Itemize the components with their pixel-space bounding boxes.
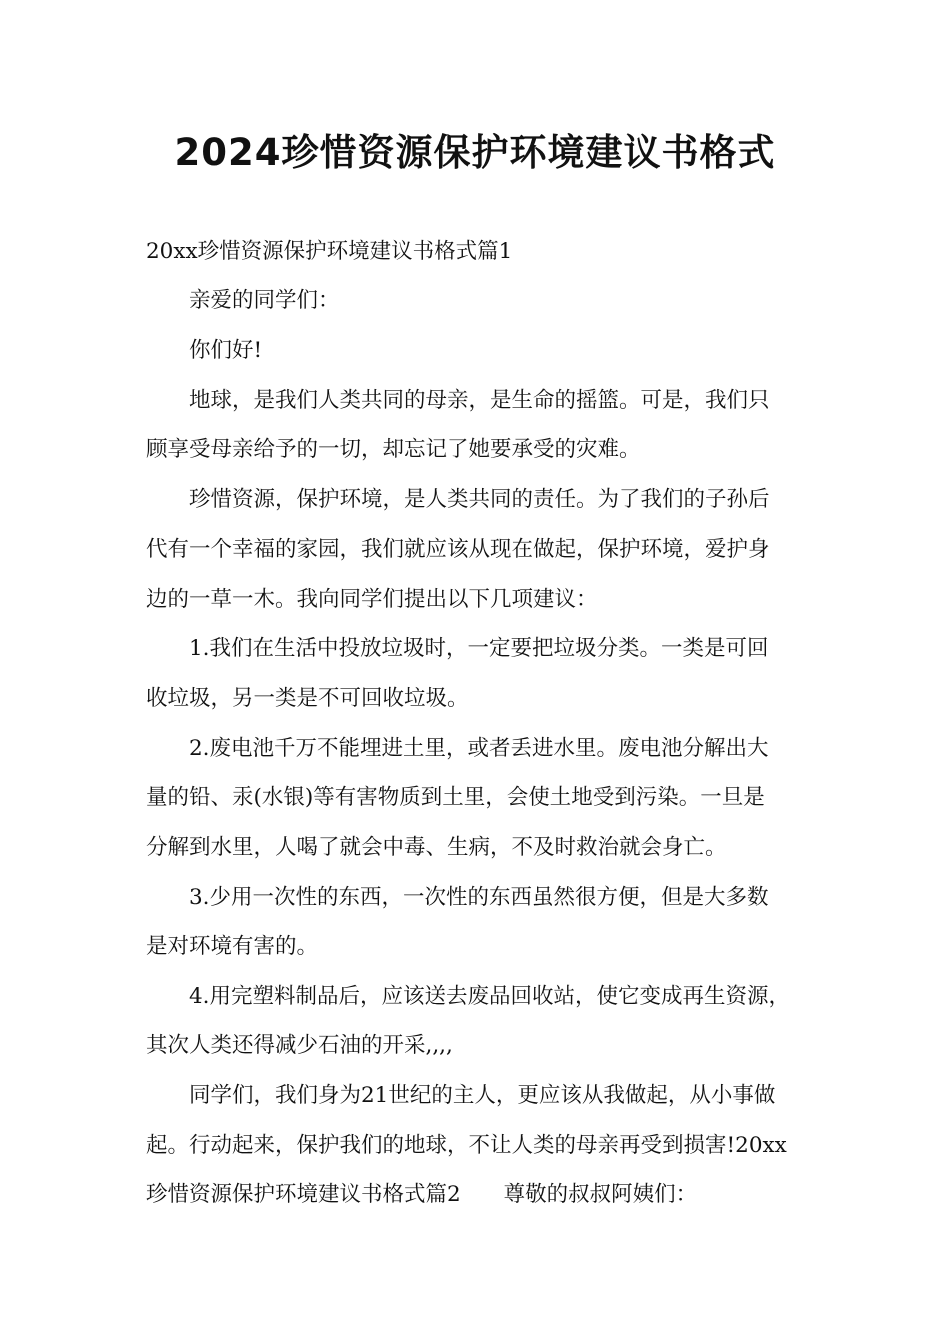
list-item-line: 是对环境有害的。 — [146, 934, 319, 959]
paragraph-line: 珍惜资源，保护环境，是人类共同的责任。为了我们的子孙后 — [189, 487, 770, 512]
document-title: 2024珍惜资源保护环境建议书格式 — [174, 131, 776, 174]
list-item-line: 2.废电池千万不能埋进土里，或者丢进水里。废电池分解出大 — [189, 736, 769, 761]
list-item-line: 3.少用一次性的东西，一次性的东西虽然很方便，但是大多数 — [189, 885, 769, 910]
list-item-line: 收垃圾，另一类是不可回收垃圾。 — [146, 686, 469, 711]
list-item-line: 量的铅、汞(水银)等有害物质到土里，会使土地受到污染。一旦是 — [146, 785, 765, 810]
salutation: 亲爱的同学们： — [189, 288, 340, 313]
paragraph-line: 起。行动起来，保护我们的地球，不让人类的母亲再受到损害!20xx — [146, 1133, 787, 1158]
paragraph-line: 同学们，我们身为21世纪的主人，更应该从我做起，从小事做 — [189, 1083, 776, 1108]
paragraph-line: 珍惜资源保护环境建议书格式篇2 尊敬的叔叔阿姨们： — [146, 1182, 698, 1207]
list-item-line: 分解到水里，人喝了就会中毒、生病，不及时救治就会身亡。 — [146, 835, 727, 860]
section-heading: 20xx珍惜资源保护环境建议书格式篇1 — [146, 239, 513, 264]
list-item-line: 1.我们在生活中投放垃圾时，一定要把垃圾分类。一类是可回 — [189, 636, 769, 661]
paragraph-line: 代有一个幸福的家园，我们就应该从现在做起，保护环境，爱护身 — [146, 537, 770, 562]
paragraph-line: 边的一草一木。我向同学们提出以下几项建议： — [146, 587, 598, 612]
paragraph-line: 地球，是我们人类共同的母亲，是生命的摇篮。可是，我们只 — [189, 388, 770, 413]
paragraph-line: 顾享受母亲给予的一切，却忘记了她要承受的灾难。 — [146, 437, 641, 462]
list-item-line: 其次人类还得减少石油的开采,,,, — [146, 1033, 453, 1058]
list-item-line: 4.用完塑料制品后，应该送去废品回收站，使它变成再生资源， — [189, 984, 791, 1009]
greeting: 你们好! — [189, 338, 263, 363]
